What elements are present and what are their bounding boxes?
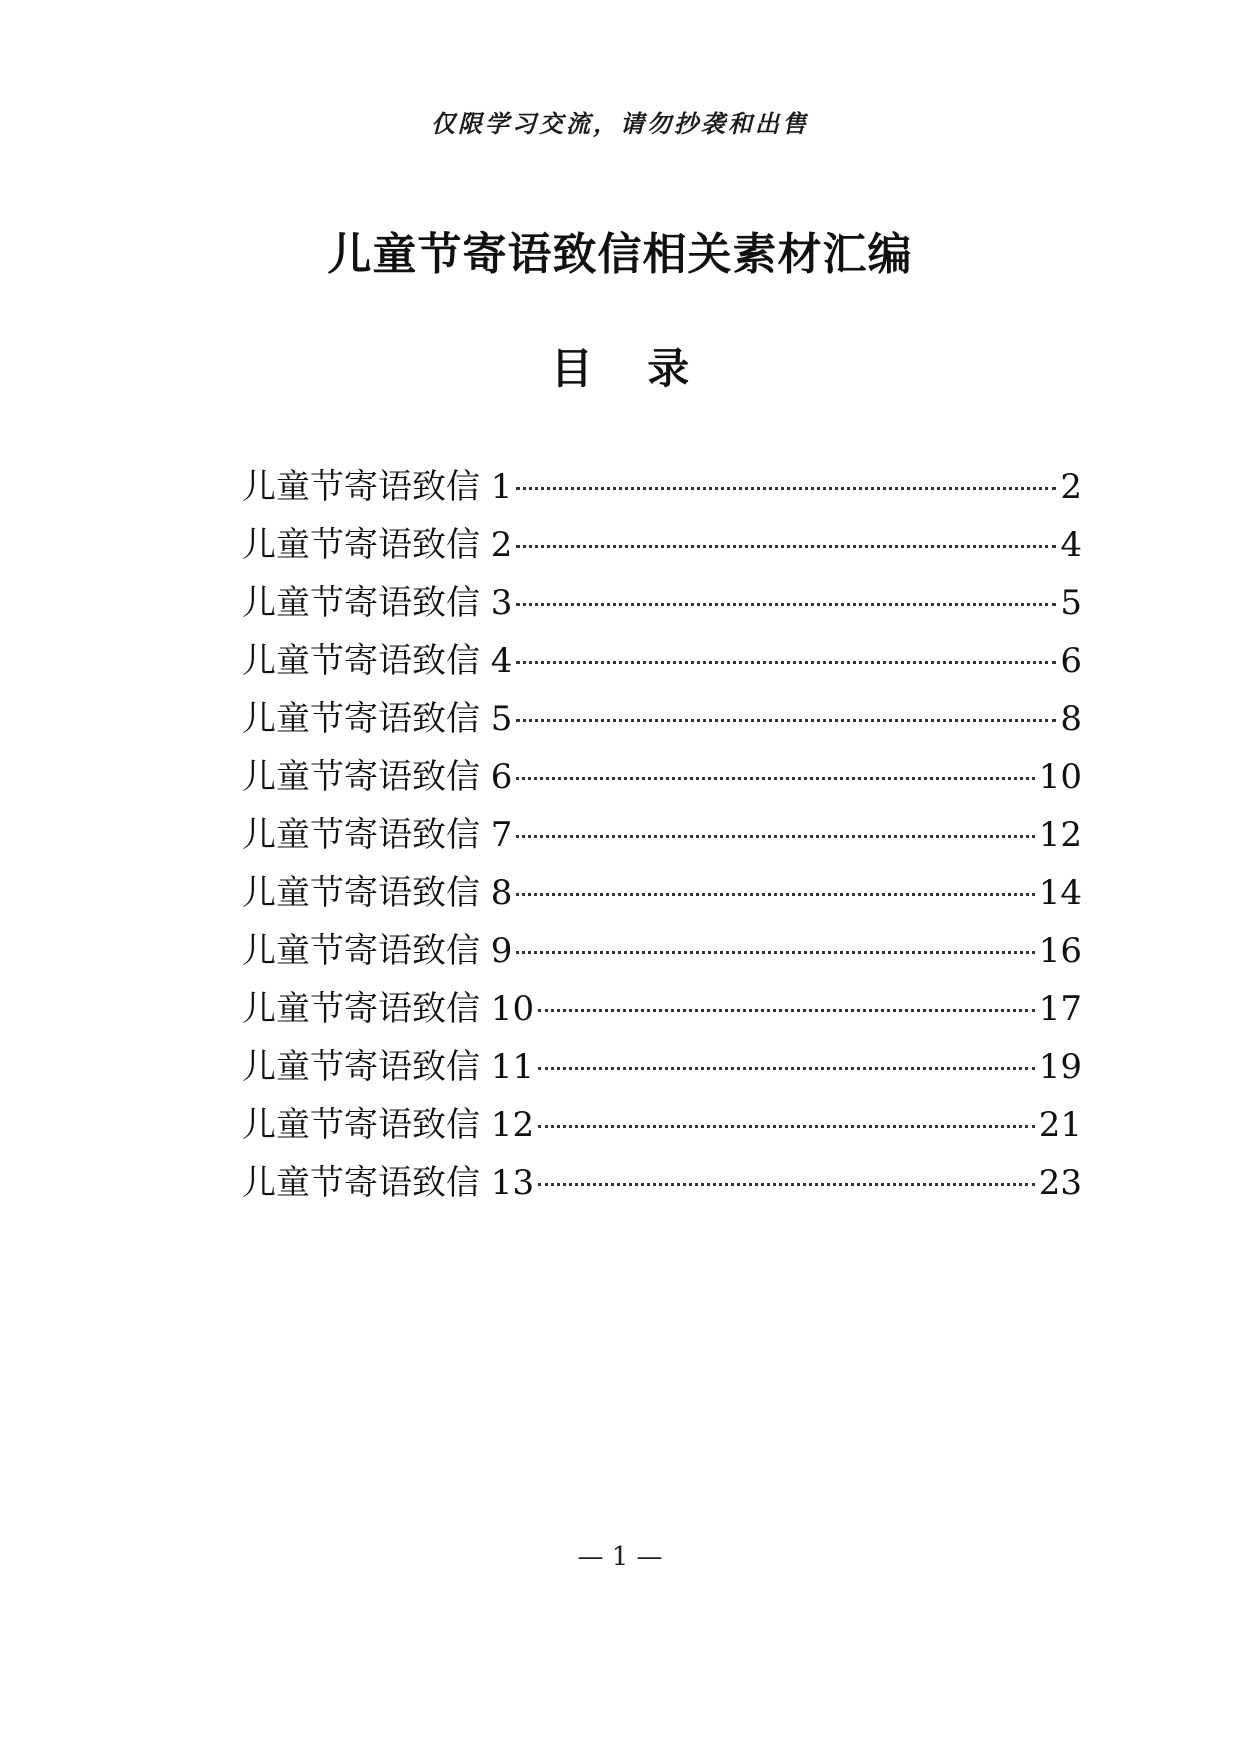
toc-entry-label: 儿童节寄语致信 1 [242, 467, 513, 507]
toc-entry[interactable] [242, 748, 1082, 806]
toc-dot-leader [538, 1183, 1035, 1186]
toc-entry-page: 14 [1038, 873, 1082, 913]
toc-entry-label: 儿童节寄语致信 4 [242, 641, 513, 681]
toc-entry[interactable] [242, 922, 1082, 980]
toc-heading: 目 录 [550, 344, 690, 393]
document-title: 儿童节寄语致信相关素材汇编 [327, 229, 913, 280]
toc-entry-page: 16 [1038, 931, 1082, 971]
toc-dot-leader [516, 777, 1034, 780]
toc-dot-leader [516, 661, 1056, 664]
toc-entry[interactable] [242, 1038, 1082, 1096]
toc-entry-label: 儿童节寄语致信 6 [242, 757, 513, 797]
toc-dot-leader [516, 893, 1034, 896]
toc-entry-page: 8 [1060, 699, 1082, 739]
toc-entry-label: 儿童节寄语致信 12 [242, 1105, 535, 1145]
toc-entry[interactable] [242, 574, 1082, 632]
toc-dot-leader [516, 545, 1056, 548]
toc-entry[interactable] [242, 806, 1082, 864]
toc-entry-label: 儿童节寄语致信 10 [242, 989, 535, 1029]
toc-entry-page: 17 [1038, 989, 1082, 1029]
toc-entry-label: 儿童节寄语致信 3 [242, 583, 513, 623]
toc-dot-leader [516, 603, 1056, 606]
toc-entry-label: 儿童节寄语致信 9 [242, 931, 513, 971]
toc-entry[interactable] [242, 1096, 1082, 1154]
toc-entry-page: 6 [1060, 641, 1082, 681]
toc-entry-page: 2 [1060, 467, 1082, 507]
toc-entry-page: 21 [1038, 1105, 1082, 1145]
toc-entry-label: 儿童节寄语致信 7 [242, 815, 513, 855]
page-number: — 1 — [577, 1542, 663, 1572]
toc-dot-leader [516, 487, 1056, 490]
table-of-contents [242, 458, 1082, 1212]
toc-dot-leader [516, 951, 1034, 954]
toc-entry-page: 23 [1038, 1163, 1082, 1203]
toc-entry[interactable] [242, 1154, 1082, 1212]
toc-entry[interactable] [242, 632, 1082, 690]
toc-entry[interactable] [242, 980, 1082, 1038]
toc-entry-label: 儿童节寄语致信 11 [242, 1047, 535, 1087]
toc-dot-leader [516, 835, 1034, 838]
toc-entry[interactable] [242, 516, 1082, 574]
toc-entry[interactable] [242, 690, 1082, 748]
toc-dot-leader [538, 1125, 1035, 1128]
toc-entry-page: 5 [1060, 583, 1082, 623]
toc-entry-label: 儿童节寄语致信 2 [242, 525, 513, 565]
toc-entry-page: 10 [1038, 757, 1082, 797]
toc-entry-page: 12 [1038, 815, 1082, 855]
toc-entry[interactable] [242, 864, 1082, 922]
toc-dot-leader [516, 719, 1056, 722]
toc-entry-page: 19 [1038, 1047, 1082, 1087]
toc-dot-leader [538, 1009, 1035, 1012]
header-note: 仅限学习交流，请勿抄袭和出售 [431, 109, 809, 138]
toc-entry[interactable] [242, 458, 1082, 516]
toc-dot-leader [538, 1067, 1035, 1070]
toc-entry-page: 4 [1060, 525, 1082, 565]
toc-entry-label: 儿童节寄语致信 8 [242, 873, 513, 913]
toc-entry-label: 儿童节寄语致信 13 [242, 1163, 535, 1203]
toc-entry-label: 儿童节寄语致信 5 [242, 699, 513, 739]
